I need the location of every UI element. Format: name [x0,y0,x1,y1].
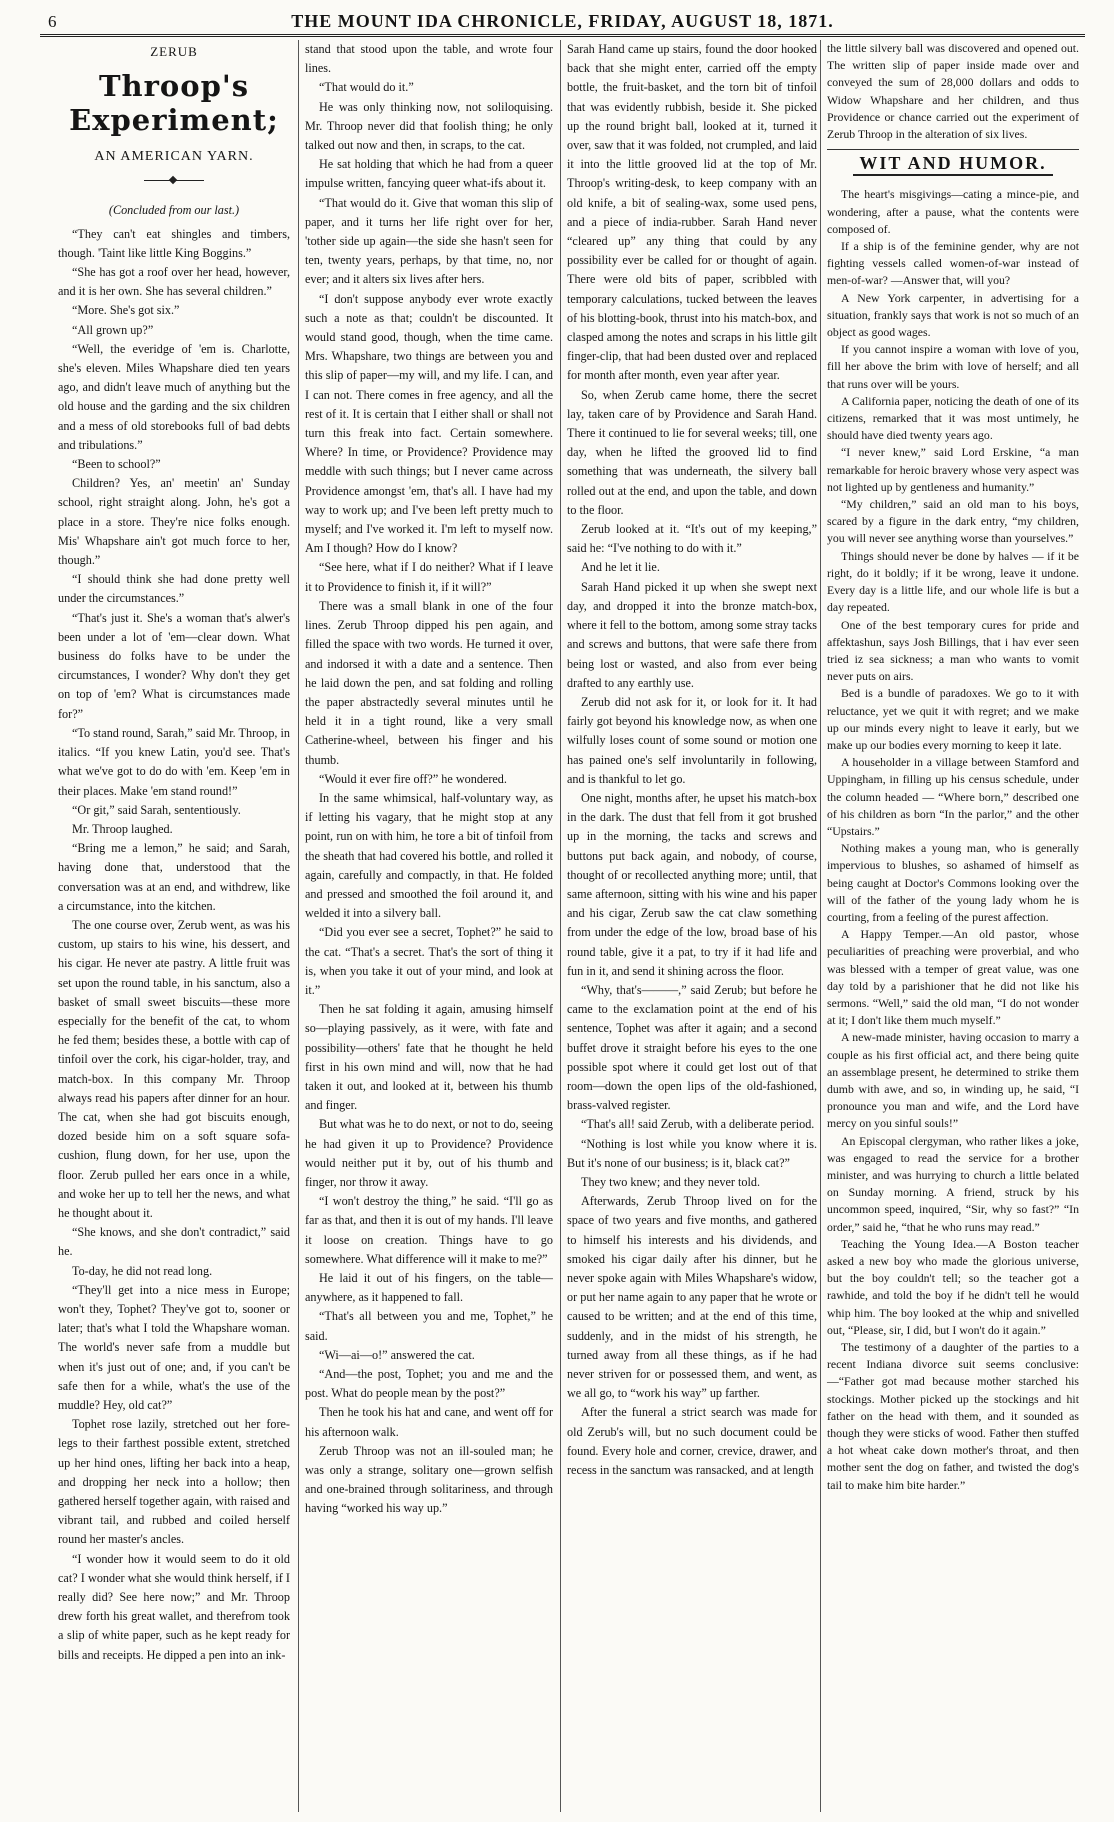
paragraph: The testimony of a daughter of the parties to a recent Indiana divorce suit seems conclusive:—“Father got mad because mother starched his stockings. Mother picked up the stockings and hit father on the head with them, and it sounded as though they were sticks of wood. Father then stuffed a hot wheat cake down mother's throat, and then mother sent the dog on father, and twisted the dog's tail to make him bite harder.” [827,1340,1079,1492]
ornament-divider [144,180,204,181]
paragraph: He laid it out of his fingers, on the table—anywhere, as it happened to fall. [305,1271,553,1305]
paragraph: “That would do it.” [319,80,414,95]
paragraph: An Episcopal clergyman, who rather likes a joke, was engaged to read the service for a brother minister, and was hurrying to church a little belated on Sunday morning. A friend, struck by his uncommon speed, inquired, “Sir, why so fast?” “In order,” said he, “that he who runs may read.” [827,1133,1079,1234]
paragraph: Tophet rose lazily, stretched out her fore-legs to their farthest possible extent, stretched up her hind ones, lifting her back into a heap, and dropping her neck into a hollow; then gathered herself together again, with raised and vibrant tail, and rubbed and coiled herself round her master's ancles. [58,1417,290,1547]
paragraph: The one course over, Zerub went, as was his custom, up stairs to his wine, his dessert, and his cigar. He never ate pastry. A little fruit was set upon the round table, in his sanctum, also a basket of small sweet biscuits—these more especially for the benefit of the cat, to whom he fed them; besides these, a bottle with cap of tinfoil over the cork, his cigar-holder, tray, and match-box. In this company Mr. Throop always read his papers after dinner for an hour. The cat, when she had got biscuits enough, dozed beside him on a soft square sofa-cushion, flung down, for her use, upon the floor. Zerub pulled her ears once in a while, and woke her up to tell her the news, and what he thought about it. [58,917,290,1220]
paragraph: “That's just it. She's a woman that's alwer's been under a lot of 'em—clear down. What business do folks have to be under the circumstances, I wonder? Why don't they get on top of 'em? What is circumstances made for?” [58,610,290,721]
paragraph: In the same whimsical, half-voluntary way, as if letting his vagary, that he might stop at any point, run on with him, he tore a bit of tinfoil from the sheath that had covered his bottle, and rolled it again, carefully and compactly, in that. He folded and pressed and smoothed the foil around it, and welded it into a silvery ball. [305,790,553,921]
paragraph: A new-made minister, having occasion to marry a couple as his first official act, and there being quite an assemblage present, he determined to strike them dumb with awe, and so, in winding up, he said, “I pronounce you man and wife, and the Lord have mercy on you sinful souls!” [827,1030,1079,1131]
paragraph: “See here, what if I do neither? What if I leave it to Providence to finish it, if it will?” [305,560,553,594]
story-conclusion: the little silvery ball was discovered and opened out. The written slip of paper inside made over and conveyed the sum of 28,000 dollars and odds to Widow Whapshare and her children, and thus Providence or chance carried out the experiment of Zerub Throop in the alteration of six lives. [827,41,1079,142]
paragraph: “Nothing is lost while you know where it is. But it's none of our business; is it, black cat?” [567,1136,817,1170]
paragraph: If a ship is of the feminine gender, why are not fighting vessels called women-of-war instead of men-of-war? —Answer that, will you? [827,239,1079,288]
paragraph: “Did you ever see a secret, Tophet?” he said to the cat. “That's a secret. That's the sort of thing it is, when you take it out of your mind, and look at it.” [305,925,553,997]
paragraph: After the funeral a strict search was made for old Zerub's will, but no such document could be found. Every hole and corner, crevice, drawer, and recess in the sanctum was ransacked, and at length [567,1405,817,1478]
paragraph: Then he took his hat and cane, and went off for his afternoon walk. [305,1405,553,1439]
concluded-note: (Concluded from our last.) [108,203,240,218]
paragraph: “I don't suppose anybody ever wrote exactly such a note as that; couldn't be discounted. It would stand good, though, when the time came. Mrs. Whapshare, two things are between you and this slip of paper—my will, and my life. I can, and I can not. There comes in free agency, and all the rest of it. It is certain that I either shall or shall not turn this freak into fact. Certain somewhere. Where? In time, or Providence? Providence may meddle with such things; but I never came across Providence amongst 'em, that's all. I have had my way to work up; and I've been left pretty much to myself; and I've worked it. I'm left to myself now. Am I though? How do I know? [305,291,553,556]
paragraph: They two knew; and they never told. [581,1174,761,1189]
masthead [40,8,1085,37]
paragraph: So, when Zerub came home, there the secret lay, taken care of by Providence and Sarah Hand. There it continued to lie for several weeks; till, one day, when he lifted the grooved lid to find something that was underneath, the silvery ball rolled out at the end, and upon the table, and down to the floor. [567,387,817,517]
paragraph: Zerub looked at it. “It's out of my keeping,” said he: “I've nothing to do with it.” [567,522,817,556]
newspaper-title: THE MOUNT IDA CHRONICLE, FRIDAY, AUGUST 18, 1871. [291,11,834,31]
paragraph: He sat holding that which he had from a queer impulse written, fancying queer what-ifs about it. [305,157,553,191]
paragraph: One of the best temporary cures for pride and affektashun, says Josh Billings, that i hav ever seen tried iz sea sickness; a man who wants to vomit never puts on airs. [827,617,1079,684]
paragraph: Then he sat folding it again, amusing himself so—playing passively, as it were, with fate and possibility—others' fate that he thought he held first in his own mind and will, now that he had taken it out, and looked at it, between his thumb and finger. [305,1002,553,1113]
paragraph: “Why, that's———,” said Zerub; but before he came to the exclamation point at the end of his sentence, Tophet was after it again; and a second buffet drove it straight before his eyes to the one possible spot where it could get lost out of that room—down the open lips of the old-fashioned, brass-valved register. [567,982,817,1113]
paragraph: “I should think she had done pretty well under the circumstances.” [58,572,290,606]
paragraph: “Bring me a lemon,” he said; and Sarah, having done that, understood that the conversation was at an end, and withdrew, like a circumstance, into the kitchen. [58,841,290,913]
paragraph: Children? Yes, an' meetin' an' Sunday school, right straight along. John, he's got a place in a store. They're nice folks enough. Mis' Whapshare ain't got much force to her, though.” [58,476,290,568]
paragraph: “She knows, and she don't contradict,” said he. [58,1225,290,1259]
story-author: ZERUB [150,44,198,59]
paragraph: “They can't eat shingles and timbers, though. 'Taint like little King Boggins.” [58,226,290,260]
column-4 [820,40,1079,1812]
story-text-col3 [567,40,817,1480]
paragraph: Zerub Throop was not an ill-souled man; he was only a strange, solitary one—grown selfish and one-brained through solitariness, and through having “worked his way up.” [305,1443,553,1516]
paragraph: Nothing makes a young man, who is generally impervious to blushes, so ashamed of himself as being caught at Doctor's Commons looking over the will of the father of the young lady whom he is courting, from a feeling of the purest affection. [827,841,1079,924]
wit-humor-heading: WIT AND HUMOR. [827,149,1079,172]
paragraph: Afterwards, Zerub Throop lived on for the space of two years and five months, and gathered to himself his interests and his dividends, and smoked his cigar daily after his dinner, but he never spoke again with Miles Whapshare's widow, or put her name again to any paper that he wrote or caused to be written; and at the end of this time, suddenly, and in the midst of his strength, he turned away from all these things, as if he had never striven for or possessed them, and went, as we all go, to “work his way” up farther. [567,1194,817,1401]
paragraph: A Happy Temper.—An old pastor, whose peculiarities of preaching were proverbial, and who was blessed with a temper of great value, was one day told by a parishioner that he did not like his sermons. “Well,” said the old man, “I do not wonder at it; I don't like them much myself.” [827,927,1079,1028]
paragraph: “More. She's got six.” [72,303,180,318]
paragraph: “Well, the everidge of 'em is. Charlotte, she's eleven. Miles Whapshare died ten years ago, and didn't leave much of anything but the old house and the garding and the six children and a mess of old storebooks full of bad debts and tribulations.” [58,341,290,452]
paragraph: “And—the post, Tophet; you and me and the post. What do people mean by the post?” [305,1367,553,1401]
paragraph: “Been to school?” [72,457,161,472]
paragraph: “That's all between you and me, Tophet,” he said. [305,1309,553,1343]
paragraph: “Wi—ai—o!” answered the cat. [319,1347,475,1362]
wit-items [827,186,1079,1493]
paragraph: One night, months after, he upset his match-box in the dark. The dust that fell from it got brushed up in the morning, the tacks and screws and buttons put back again, and nobody, of course, thought of or recollected anything more; until, that same afternoon, sitting with his wine and his paper and his cigar, Zerub saw the cat claw something from under the edge of the low, broad base of his round table, give it a pat, to try if it had life and fun in it, and send it shining across the floor. [567,790,817,978]
paragraph: “She has got a roof over her head, however, and it is her own. She has several children.” [58,265,290,299]
story-text-col2 [305,40,553,1519]
paragraph: A householder in a village between Stamford and Uppingham, in filling up his census schedule, under the column headed — “Where born,” described one of his children as born “In the parlor,” and the other “Upstairs.” [827,755,1079,838]
paragraph: Mr. Throop laughed. [72,821,173,836]
story-title: Throop's Experiment; [69,69,279,138]
story-text-col1 [58,225,290,1665]
paragraph: The heart's misgivings—cating a mince-pie, and wondering, after a pause, what the contents were composed of. [827,187,1079,236]
column-1 [58,40,290,1812]
paragraph: “My children,” said an old man to his boys, scared by a figure in the dark entry, “my children, you will never see anything worse than yourselves.” [827,497,1079,546]
paragraph: Zerub did not ask for it, or look for it. It had fairly got beyond his knowledge now, as when one wilfully loses count of some sound or motion one has pained one's self involuntarily in following, and is thankful to let go. [567,694,817,786]
paragraph: “To stand round, Sarah,” said Mr. Throop, in italics. “If you knew Latin, you'd see. That's what we've got to do do with 'em. Keep 'em in their places. Make 'em stand round!” [58,725,290,798]
paragraph: “I wonder how it would seem to do it old cat? I wonder what she would think herself, if I really did? See here now;” and Mr. Throop drew forth his great wallet, and therefrom took a slip of white paper, such as he kept ready for bills and receipts. He dipped a pen into an ink- [58,1551,290,1662]
paragraph: “I never knew,” said Lord Erskine, “a man remarkable for heroic bravery whose very aspect was not lighted up by gentleness and humanity.” [827,445,1079,494]
paragraph: stand that stood upon the table, and wrote four lines. [305,42,553,76]
paragraph: Teaching the Young Idea.—A Boston teacher asked a new boy who made the glorious universe, but the boy couldn't tell; so the teacher got a rawhide, and told the boy if he didn't tell he would whip him. The boy looked at the whip and snivelled out, “Please, sir, I did, but I won't do it again.” [827,1236,1079,1337]
paragraph: But what was he to do next, or not to do, seeing he had given it up to Providence? Providence would neither put it by, out of his thumb and finger, nor throw it away. [305,1117,553,1189]
paragraph: “I won't destroy the thing,” he said. “I'll go as far as that, and then it is out of my hands. I'll leave it loose on creation. Things have to go somewhere. What difference will it make to me?” [305,1194,553,1266]
paragraph: A New York carpenter, in advertising for a situation, frankly says that work is not so much of an object as good wages. [827,290,1079,340]
story-subtitle: AN AMERICAN YARN. [94,149,254,165]
paragraph: There was a small blank in one of the four lines. Zerub Throop dipped his pen again, and filled the space with two words. He turned it over, and indorsed it with a date and a sentence. Then he laid down the pen, and sat folding and rolling the paper abstractedly several minutes until he held it in a tight round, like a very small Catherine-wheel, between his finger and his thumb. [305,598,553,767]
paragraph: If you cannot inspire a woman with love of you, fill her above the brim with love of herself; and all that runs over will be yours. [827,342,1079,391]
paragraph: A California paper, noticing the death of one of its citizens, remarked that it was most untimely, he should have died twenty years ago. [827,393,1079,443]
paragraph: To-day, he did not read long. [72,1263,213,1278]
paragraph: He was only thinking now, not soliloquising. Mr. Throop never did that foolish thing; he only talked out now and then, in scraps, to the cat. [305,99,553,153]
column-3 [560,40,817,1812]
paragraph: And he let it lie. [581,560,660,575]
paragraph: Sarah Hand came up stairs, found the door hooked back that she might enter, carried off the empty bottle, the fruit-basket, and the torn bit of tinfoil that was evidently rubbish, beside it. She picked up the round bright ball, looked at it, turned it over, saw that it was folded, not crumpled, and laid it into the little grooved lid at the top of Mr. Throop's writing-desk, to keep company with an old knife, a bit of sealing-wax, some used pens, and a piece of india-rubber. Sarah Hand never “cleared up” any thing that could by any possibility ever be called for or thought of again. There were old bits of paper, scribbled with temporary calculations, tucked between the leaves of his blotting-book, thrust into his match-box, and clasped among the notes and scraps in his little gilt finger-clip, that had been dusted over and replaced for month after month, even year after year. [567,42,817,383]
paragraph: Sarah Hand picked it up when she swept next day, and dropped it into the bronze match-box, where it fell to the bottom, among some stray tacks and screws and buttons, that were safe there from being lost or wasted, and also from ever being drafted to any earthly use. [567,579,817,690]
heading-rule [853,174,1053,176]
paragraph: “They'll get into a nice mess in Europe; won't they, Tophet? They've got to, sooner or later; that's what I told the Whapshare woman. The world's never safe from a muddle but when it's just out of one; and, if you can't be safe then for a while, what's the use of the muddle? Hey, old cat?” [58,1282,290,1412]
page-number: 6 [48,12,57,31]
paragraph: “That's all! said Zerub, with a deliberate period. [581,1117,815,1132]
paragraph: “All grown up?” [72,322,154,337]
column-2 [298,40,553,1812]
paragraph: Bed is a bundle of paradoxes. We go to it with reluctance, yet we quit it with regret; and we make up our minds every night to leave it early, but we make up our bodies every morning to keep it late. [827,686,1079,752]
paragraph: “Or git,” said Sarah, sententiously. [72,802,241,817]
paragraph: “That would do it. Give that woman this slip of paper, and it turns her life right over for her, 'tother side up again—the side she hasn't seen for ten, twenty years, perhaps, by that time, no, nor ever; and it alters six lives after hers. [305,195,553,287]
paragraph: Things should never be done by halves — if it be right, do it boldly; if it be wrong, leave it undone. Every day is a little life, and our whole life is but a day repeated. [827,548,1079,615]
paragraph: “Would it ever fire off?” he wondered. [319,771,507,786]
